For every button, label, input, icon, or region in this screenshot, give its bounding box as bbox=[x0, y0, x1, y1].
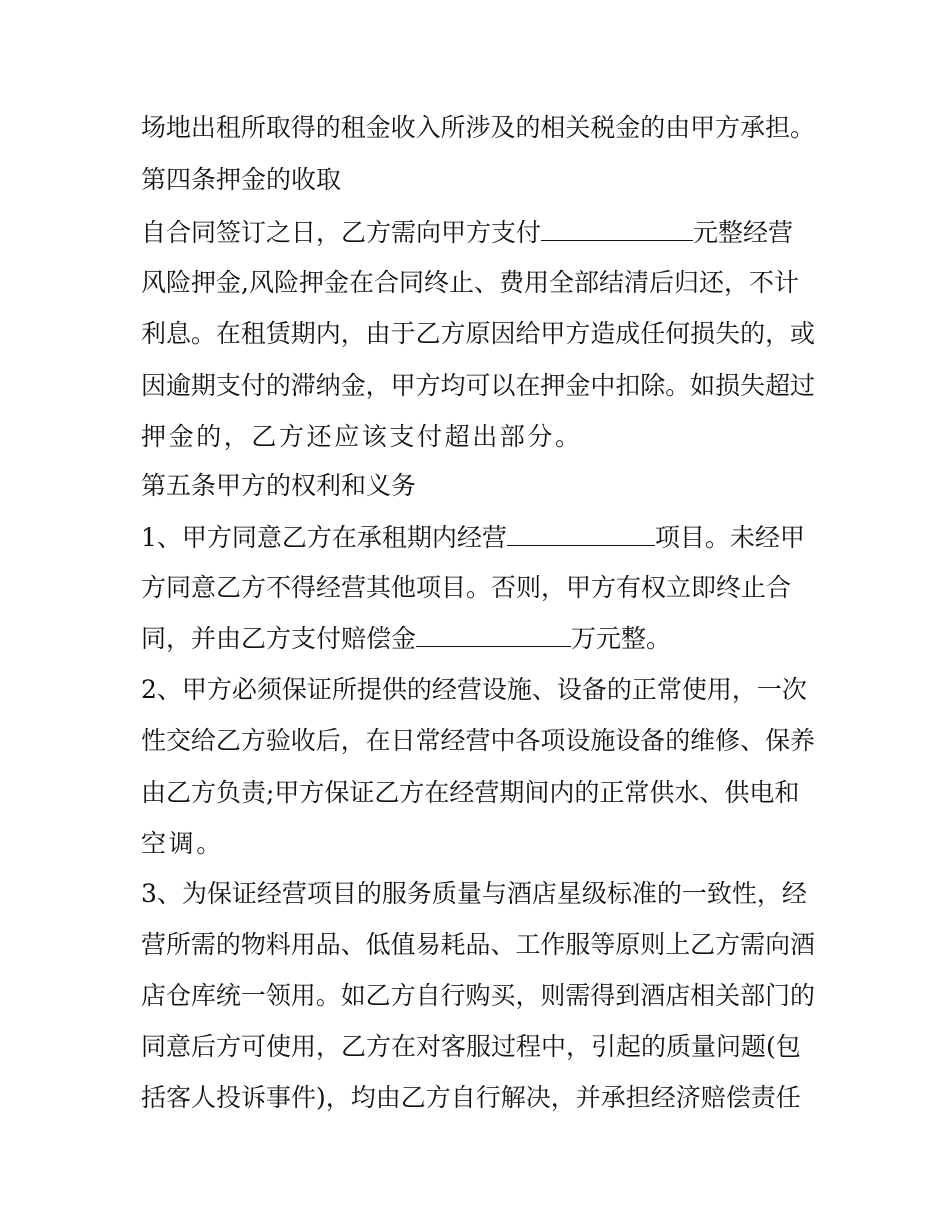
fill-in-blank bbox=[416, 620, 571, 647]
paragraph-line: 方同意乙方不得经营其他项目。否则，甲方有权立即终止合 bbox=[141, 573, 792, 602]
paragraph-line bbox=[141, 214, 793, 250]
paragraph-line: 性交给乙方验收后，在日常经营中各项设施设备的维修、保养 bbox=[141, 726, 816, 755]
fill-in-blank bbox=[541, 214, 693, 241]
section-heading: 第四条押金的收取 bbox=[141, 165, 342, 194]
paragraph-line: 押金的，乙方还应该支付超出部分。 bbox=[141, 422, 583, 451]
paragraph-line: 3、为保证经营项目的服务质量与酒店星级标准的一致性，经 bbox=[141, 879, 807, 908]
line-text: 同，并由乙方支付赔偿金 bbox=[141, 624, 417, 653]
paragraph-line bbox=[141, 620, 671, 656]
line-text: 自合同签订之日，乙方需向甲方支付 bbox=[141, 218, 542, 247]
paragraph-line: 由乙方负责;甲方保证乙方在经营期间内的正常供水、供电和 bbox=[141, 778, 800, 807]
paragraph-line: 因逾期支付的滞纳金，甲方均可以在押金中扣除。如损失超过 bbox=[141, 371, 816, 400]
paragraph-line bbox=[141, 519, 805, 555]
line-text: 项目。未经甲 bbox=[654, 523, 805, 552]
paragraph-line: 店仓库统一领用。如乙方自行购买，则需得到酒店相关部门的 bbox=[141, 981, 816, 1010]
section-heading: 第五条甲方的权利和义务 bbox=[141, 471, 417, 500]
paragraph-line: 空调。 bbox=[141, 829, 224, 858]
paragraph-line: 风险押金,风险押金在合同终止、费用全部结清后归还，不计 bbox=[141, 268, 799, 297]
paragraph-line: 2、甲方必须保证所提供的经营设施、设备的正常使用，一次 bbox=[141, 675, 807, 704]
paragraph-line: 场地出租所取得的租金收入所涉及的相关税金的由甲方承担。 bbox=[141, 113, 816, 142]
line-text: 1、甲方同意乙方在承租期内经营 bbox=[141, 523, 507, 552]
paragraph-line: 营所需的物料用品、低值易耗品、工作服等原则上乙方需向酒 bbox=[141, 930, 816, 959]
paragraph-line: 利息。在租赁期内，由于乙方原因给甲方造成任何损失的，或 bbox=[141, 319, 816, 348]
paragraph-line: 同意后方可使用，乙方在对客服过程中，引起的质量问题(包 bbox=[141, 1032, 801, 1061]
paragraph-line: 括客人投诉事件)，均由乙方自行解决，并承担经济赔偿责任 bbox=[141, 1083, 801, 1112]
fill-in-blank bbox=[507, 519, 655, 546]
line-text: 万元整。 bbox=[571, 624, 672, 653]
line-text: 元整经营 bbox=[693, 218, 794, 247]
